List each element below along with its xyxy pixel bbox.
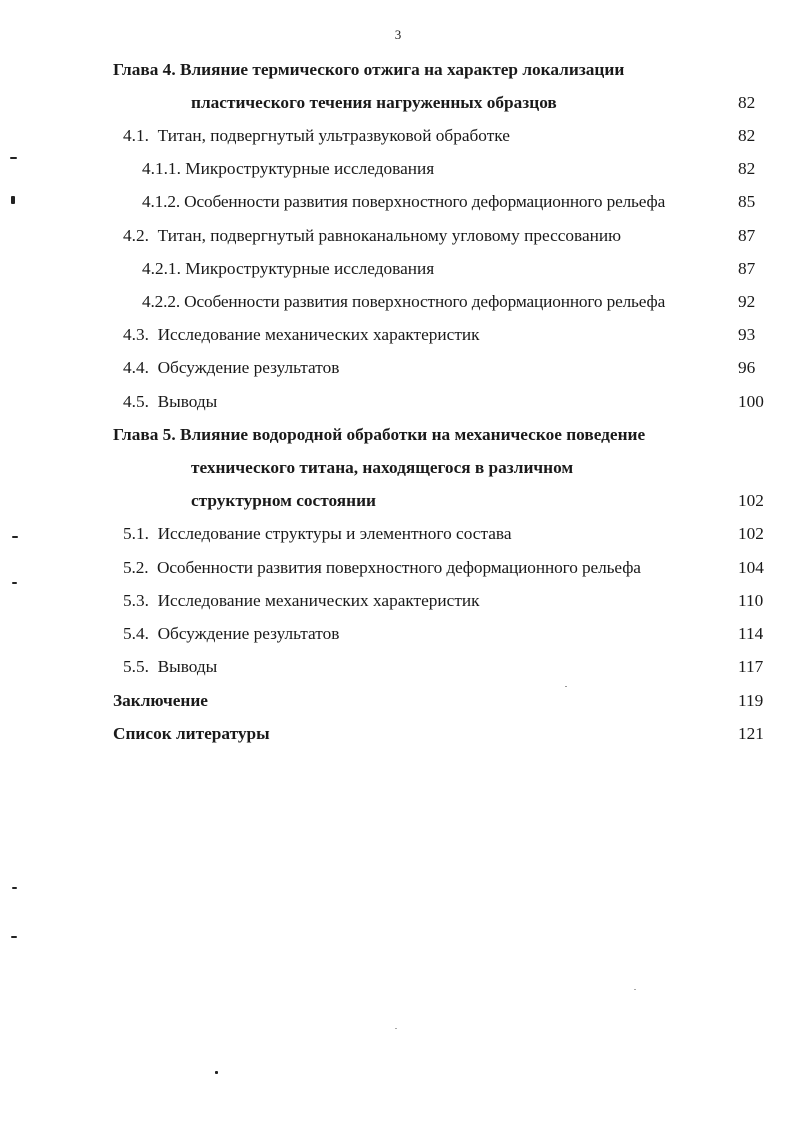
toc-entry-4-1-page: 82: [738, 126, 756, 145]
chapter-5-title-line-1: Глава 5. Влияние водородной обработки на механическое поведение: [113, 425, 646, 444]
scan-artifact: [12, 536, 18, 538]
toc-entry-4-1-2: [142, 191, 665, 213]
toc-entry-text: Обсуждение результатов: [157, 624, 340, 643]
toc-entry-text: Исследование структуры и элементного состава: [157, 524, 512, 543]
toc-entry-number: 4.2.: [123, 226, 149, 245]
scan-artifact: [10, 157, 17, 159]
chapter-5-title-line-3: структурном состоянии: [191, 491, 376, 510]
toc-entry-4-1-1: [142, 158, 434, 180]
toc-entry-number: 4.2.2.: [142, 292, 180, 311]
toc-entry-5-4-page: 114: [738, 624, 764, 643]
toc-entry-5-5: [123, 656, 217, 678]
toc-entry-number: 4.2.1.: [142, 259, 181, 278]
toc-entry-text: Обсуждение результатов: [157, 358, 340, 377]
toc-entry-4-5: [123, 391, 217, 413]
toc-entry-number: 4.5.: [123, 392, 149, 411]
toc-entry-4-2-page: 87: [738, 226, 756, 245]
toc-entry-4-2-1-page: 87: [738, 259, 756, 278]
references-page: 121: [738, 724, 764, 743]
toc-entry-number: 5.4.: [123, 624, 149, 643]
scan-artifact: [395, 1028, 397, 1029]
toc-entry-5-2: [123, 557, 641, 579]
toc-entry-5-2-page: 104: [738, 558, 764, 577]
toc-entry-4-4: [123, 357, 339, 379]
toc-entry-number: 4.3.: [123, 325, 149, 344]
toc-entry-text: Выводы: [157, 657, 218, 676]
scan-artifact: [12, 887, 17, 889]
toc-entry-4-3: [123, 324, 480, 346]
chapter-4-title-line-1: Глава 4. Влияние термического отжига на характер локализации: [113, 60, 625, 79]
toc-entry-text: Титан, подвергнутый ультразвуковой обработке: [157, 126, 510, 145]
toc-entry-5-1: [123, 523, 512, 545]
references-title: Список литературы: [113, 724, 270, 743]
scan-artifact: [11, 196, 15, 204]
toc-entry-text: Особенности развития поверхностного деформационного рельефа: [184, 292, 666, 311]
toc-entry-4-2: [123, 225, 621, 247]
toc-entry-4-2-2-page: 92: [738, 292, 756, 311]
scan-artifact: [565, 686, 567, 687]
toc-entry-number: 5.3.: [123, 591, 149, 610]
toc-entry-text: Исследование механических характеристик: [157, 325, 480, 344]
scan-artifact: [634, 989, 636, 990]
toc-entry-4-5-page: 100: [738, 392, 764, 411]
toc-entry-number: 4.1.: [123, 126, 149, 145]
toc-entry-number: 5.1.: [123, 524, 149, 543]
toc-entry-5-5-page: 117: [738, 657, 764, 676]
toc-entry-5-3-page: 110: [738, 591, 764, 610]
toc-entry-4-2-1: [142, 258, 434, 280]
toc-entry-4-2-2: [142, 291, 665, 313]
toc-entry-4-1-2-page: 85: [738, 192, 756, 211]
chapter-4-page: 82: [738, 93, 756, 112]
toc-entry-text: Микроструктурные исследования: [185, 159, 435, 178]
conclusion-title: Заключение: [113, 691, 208, 710]
toc-entry-5-4: [123, 623, 339, 645]
toc-entry-text: Титан, подвергнутый равноканальному угловому прессованию: [157, 226, 622, 245]
page-number: 3: [394, 27, 402, 42]
toc-entry-text: Микроструктурные исследования: [185, 259, 435, 278]
chapter-5-page: 102: [738, 491, 764, 510]
toc-entry-number: 5.2.: [123, 558, 149, 577]
toc-entry-4-3-page: 93: [738, 325, 756, 344]
toc-entry-number: 5.5.: [123, 657, 149, 676]
toc-entry-number: 4.4.: [123, 358, 149, 377]
scan-artifact: [12, 582, 17, 584]
toc-entry-4-4-page: 96: [738, 358, 756, 377]
scan-artifact: [11, 936, 17, 938]
toc-entry-4-1: [123, 125, 510, 147]
toc-entry-5-3: [123, 590, 480, 612]
scan-artifact: [215, 1071, 218, 1074]
conclusion-page: 119: [738, 691, 764, 710]
chapter-4-title-line-2: пластического течения нагруженных образцов: [191, 93, 557, 112]
toc-entry-5-1-page: 102: [738, 524, 764, 543]
toc-entry-number: 4.1.2.: [142, 192, 180, 211]
toc-entry-text: Особенности развития поверхностного деформационного рельефа: [156, 558, 641, 577]
toc-entry-number: 4.1.1.: [142, 159, 181, 178]
toc-entry-4-1-1-page: 82: [738, 159, 756, 178]
chapter-5-title-line-2: технического титана, находящегося в различном: [191, 458, 574, 477]
toc-entry-text: Выводы: [157, 392, 218, 411]
toc-entry-text: Особенности развития поверхностного деформационного рельефа: [184, 192, 666, 211]
toc-entry-text: Исследование механических характеристик: [157, 591, 480, 610]
